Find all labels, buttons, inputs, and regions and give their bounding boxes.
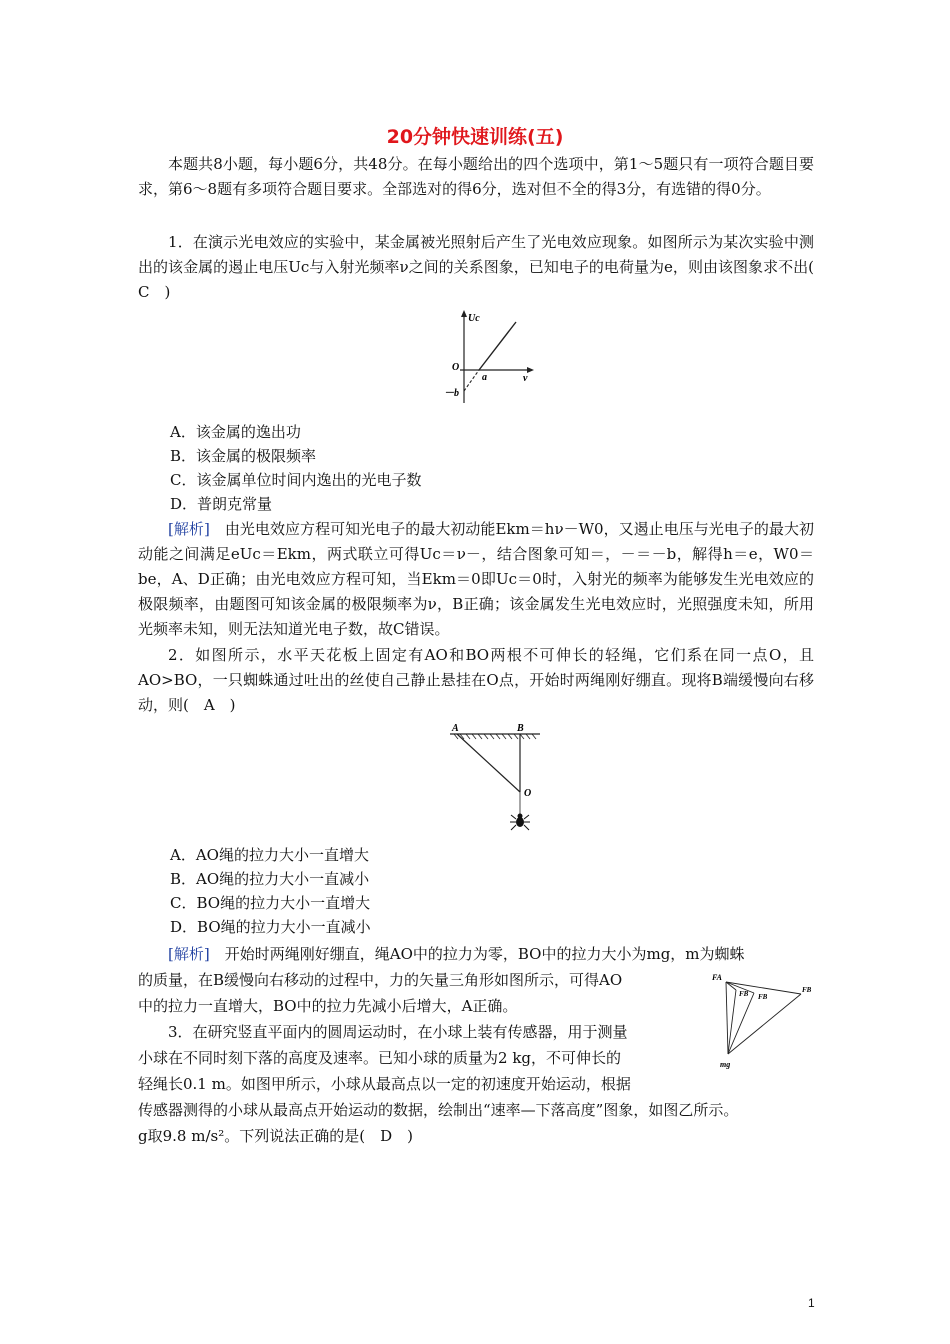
q1-option-d: D．普朗克常量 (170, 495, 273, 513)
q3-line-1: 3．在研究竖直平面内的圆周运动时，在小球上装有传感器，用于测量 (168, 1023, 628, 1041)
q2-label-fb-2: FB (758, 993, 768, 1001)
page-number: 1 (808, 1296, 815, 1310)
q2-analysis-line-3: 中的拉力一直增大，BO中的拉力先减小后增大，A正确。 (138, 997, 518, 1015)
q1-option-a: A．该金属的逸出功 (170, 423, 301, 441)
intro-paragraph: 本题共8小题，每小题6分，共48分。在每小题给出的四个选项中，第1～5题只有一项符合题目要求，第6～8题有多项符合题目要求。全部选对的得6分，选对但不全的得3分，有选错的得0分。 (138, 155, 814, 198)
q2-option-d: D．BO绳的拉力大小一直减小 (170, 918, 371, 936)
q1-y-arrow-icon (461, 310, 467, 317)
q2-label-fb-3: FB (802, 986, 812, 994)
q1-analysis-text: 由光电效应方程可知光电子的最大初动能Ekm＝hν－W0，又遏止电压与光电子的最大初动能之间满足eUc＝Ekm，两式联立可得Uc＝ν－，结合图象可知＝，－＝－b，解得h＝e，W0＝be，A、D正确；由光电效应方程可知，当Ekm＝0即Uc＝0时，入射光的频率为能够发生光电效应的极限频率，由题图可知该金属的极限频率为ν，B正确；该金属发生光电效应时，光照强度未知，所用光频率未知，则无法知道光电子数，故C错误。 (138, 520, 814, 638)
q1-option-b: B．该金属的极限频率 (170, 447, 317, 465)
q1-a-label: a (482, 372, 487, 383)
q2-label-fa: FA (712, 973, 722, 982)
q1-y-label: Uc (468, 313, 480, 324)
spider-icon (510, 814, 530, 831)
q2-vector-fb-end (728, 994, 801, 1054)
q2-figure (440, 722, 550, 840)
q1-stem: 1．在演示光电效应的实验中，某金属被光照射后产生了光电效应现象。如图所示为某次实验中测出的该金属的遏止电压Uc与入射光频率ν之间的关系图象，已知电子的电荷量为e，则由该图象求不出( C ) (138, 233, 830, 301)
q2-option-a: A．AO绳的拉力大小一直增大 (170, 846, 369, 864)
q2-label-b: B (517, 723, 524, 734)
q2-label-mg: mg (720, 1060, 731, 1069)
q1-graph (440, 308, 550, 408)
q1-analysis (138, 517, 814, 642)
q2-option-c: C．BO绳的拉力大小一直增大 (170, 894, 371, 912)
q2-label-fb-1: FB (739, 990, 749, 998)
q2-analysis-line-1: [解析] 开始时两绳刚好绷直，绳AO中的拉力为零，BO中的拉力大小为mg，m为蜘蛛 (168, 945, 745, 963)
q1-origin-label: O (452, 362, 460, 373)
q1-option-c: C．该金属单位时间内逸出的光电子数 (170, 471, 422, 489)
q2-ceiling-hatch (454, 734, 536, 739)
q1-nu-label: ν (523, 373, 528, 384)
q1-b-label: －b (444, 388, 459, 399)
q2-label-a: A (452, 723, 459, 734)
q3-line-2: 小球在不同时刻下落的高度及速率。已知小球的质量为2 kg，不可伸长的 (138, 1049, 622, 1067)
q1-x-arrow-icon (527, 367, 534, 373)
q2-analysis-tag: [解析] (168, 945, 210, 963)
q1-analysis-tag: [解析] (168, 520, 210, 538)
q2-label-o: O (524, 788, 532, 799)
q2-vector-fb-start (726, 982, 728, 1054)
q3-line-4: 传感器测得的小球从最高点开始运动的数据，绘制出“速率—下落高度”图象，如图乙所示。 (138, 1101, 739, 1119)
q1-dashed-line (464, 370, 479, 391)
q3-line-3: 轻绳长0.1 m。如图甲所示，小球从最高点以一定的初速度开始运动，根据 (138, 1075, 631, 1093)
q2-analysis-line-2: 的质量，在B缓慢向右移动的过程中，力的矢量三角形如图所示，可得AO (138, 971, 623, 989)
q2-stem: 2．如图所示，水平天花板上固定有AO和BO两根不可伸长的轻绳，它们系在同一点O，且AO>BO，一只蜘蛛通过吐出的丝使自己静止悬挂在O点，开始时两绳刚好绷直。现将B端缓慢向右移动，则( A ) (138, 646, 814, 714)
q3-line-5: g取9.8 m/s²。下列说法正确的是( D ) (138, 1127, 413, 1145)
q2-rope-ao (457, 734, 520, 792)
page-title: 20分钟快速训练(五) (386, 126, 564, 148)
q2-option-b: B．AO绳的拉力大小一直减小 (170, 870, 370, 888)
q2-force-triangle (706, 968, 816, 1074)
q1-solid-line (479, 322, 516, 370)
